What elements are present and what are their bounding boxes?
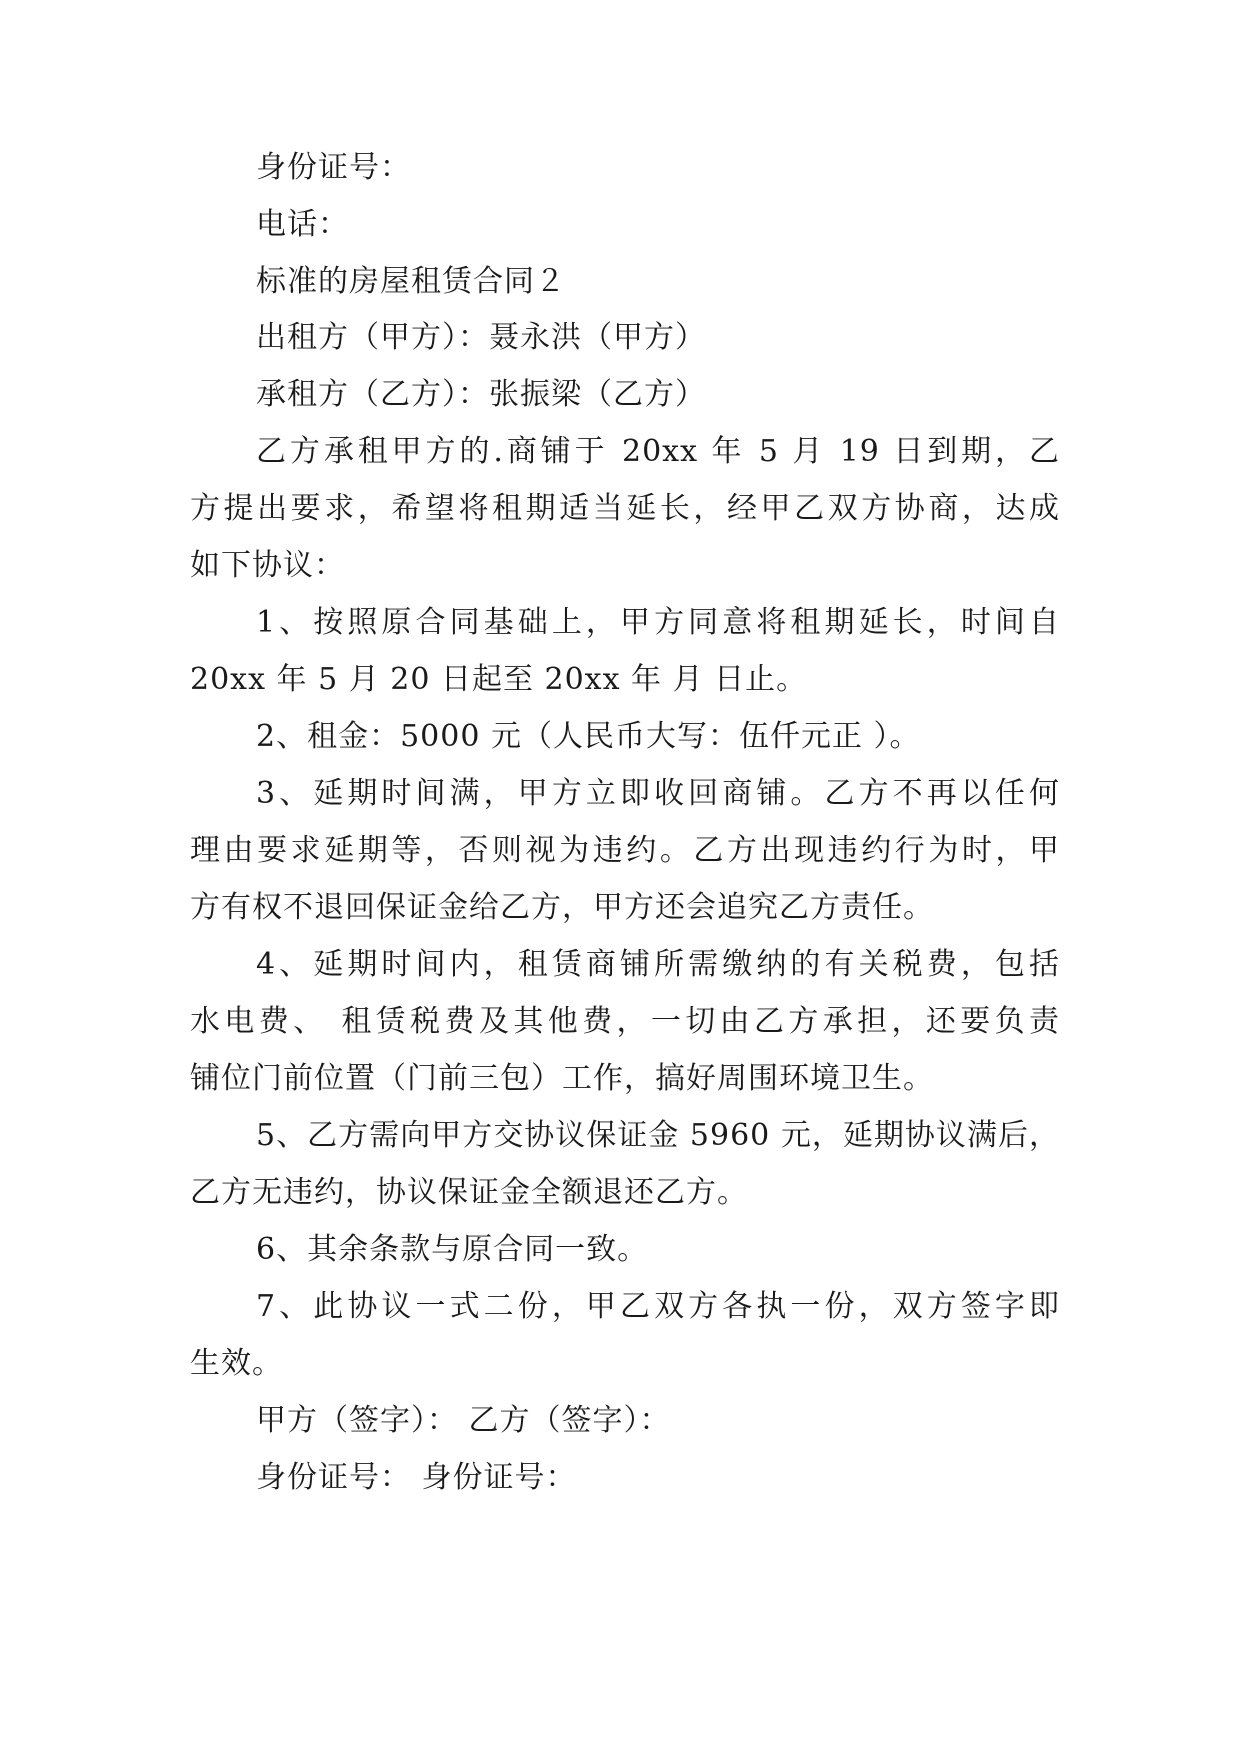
clause-1-line-2: 20xx 年 5 月 20 日起至 20xx 年 月 日止。 bbox=[190, 662, 808, 697]
clause-7-line-1: 7、此协议一式二份，甲乙双方各执一份，双方签字即 bbox=[256, 1289, 1060, 1324]
clause-4-line-2: 水电费、 租赁税费及其他费，一切由乙方承担，还要负责 bbox=[190, 1004, 1060, 1039]
contract-title: 标准的房屋租赁合同２ bbox=[256, 264, 566, 299]
intro-paragraph-line-3: 如下协议： bbox=[190, 548, 345, 583]
lessee-line: 承租方（乙方）：张振梁（乙方） bbox=[256, 377, 706, 412]
clause-5-line-1: 5、乙方需向甲方交协议保证金 5960 元，延期协议满后， bbox=[256, 1118, 1060, 1153]
clause-1-line-1: 1、按照原合同基础上，甲方同意将租期延长，时间自 bbox=[256, 605, 1060, 640]
clause-4-line-1: 4、延期时间内，租赁商铺所需缴纳的有关税费，包括 bbox=[256, 947, 1060, 982]
intro-paragraph-line-1: 乙方承租甲方的.商铺于 20xx 年 5 月 19 日到期，乙 bbox=[256, 434, 1060, 469]
clause-3-line-2: 理由要求延期等，否则视为违约。乙方出现违约行为时，甲 bbox=[190, 833, 1060, 868]
intro-paragraph-line-2: 方提出要求，希望将租期适当延长，经甲乙双方协商，达成 bbox=[190, 491, 1060, 526]
clause-7-line-2: 生效。 bbox=[190, 1346, 283, 1381]
clause-5-line-2: 乙方无违约，协议保证金全额退还乙方。 bbox=[190, 1175, 748, 1210]
signature-line: 甲方（签字）： 乙方（签字）： bbox=[256, 1403, 671, 1438]
id-number-line: 身份证号： bbox=[256, 150, 411, 185]
clause-3-line-3: 方有权不退回保证金给乙方，甲方还会追究乙方责任。 bbox=[190, 890, 934, 925]
clause-2: 2、租金：5000 元（人民币大写：伍仟元正 ）。 bbox=[256, 719, 921, 754]
lessor-line: 出租方（甲方）：聂永洪（甲方） bbox=[256, 320, 706, 355]
phone-line: 电话： bbox=[256, 207, 349, 242]
clause-6: 6、其余条款与原合同一致。 bbox=[256, 1232, 649, 1267]
signature-id-line: 身份证号： 身份证号： bbox=[256, 1460, 577, 1495]
clause-3-line-1: 3、延期时间满，甲方立即收回商铺。乙方不再以任何 bbox=[256, 776, 1060, 811]
clause-4-line-3: 铺位门前位置（门前三包）工作，搞好周围环境卫生。 bbox=[190, 1061, 934, 1096]
